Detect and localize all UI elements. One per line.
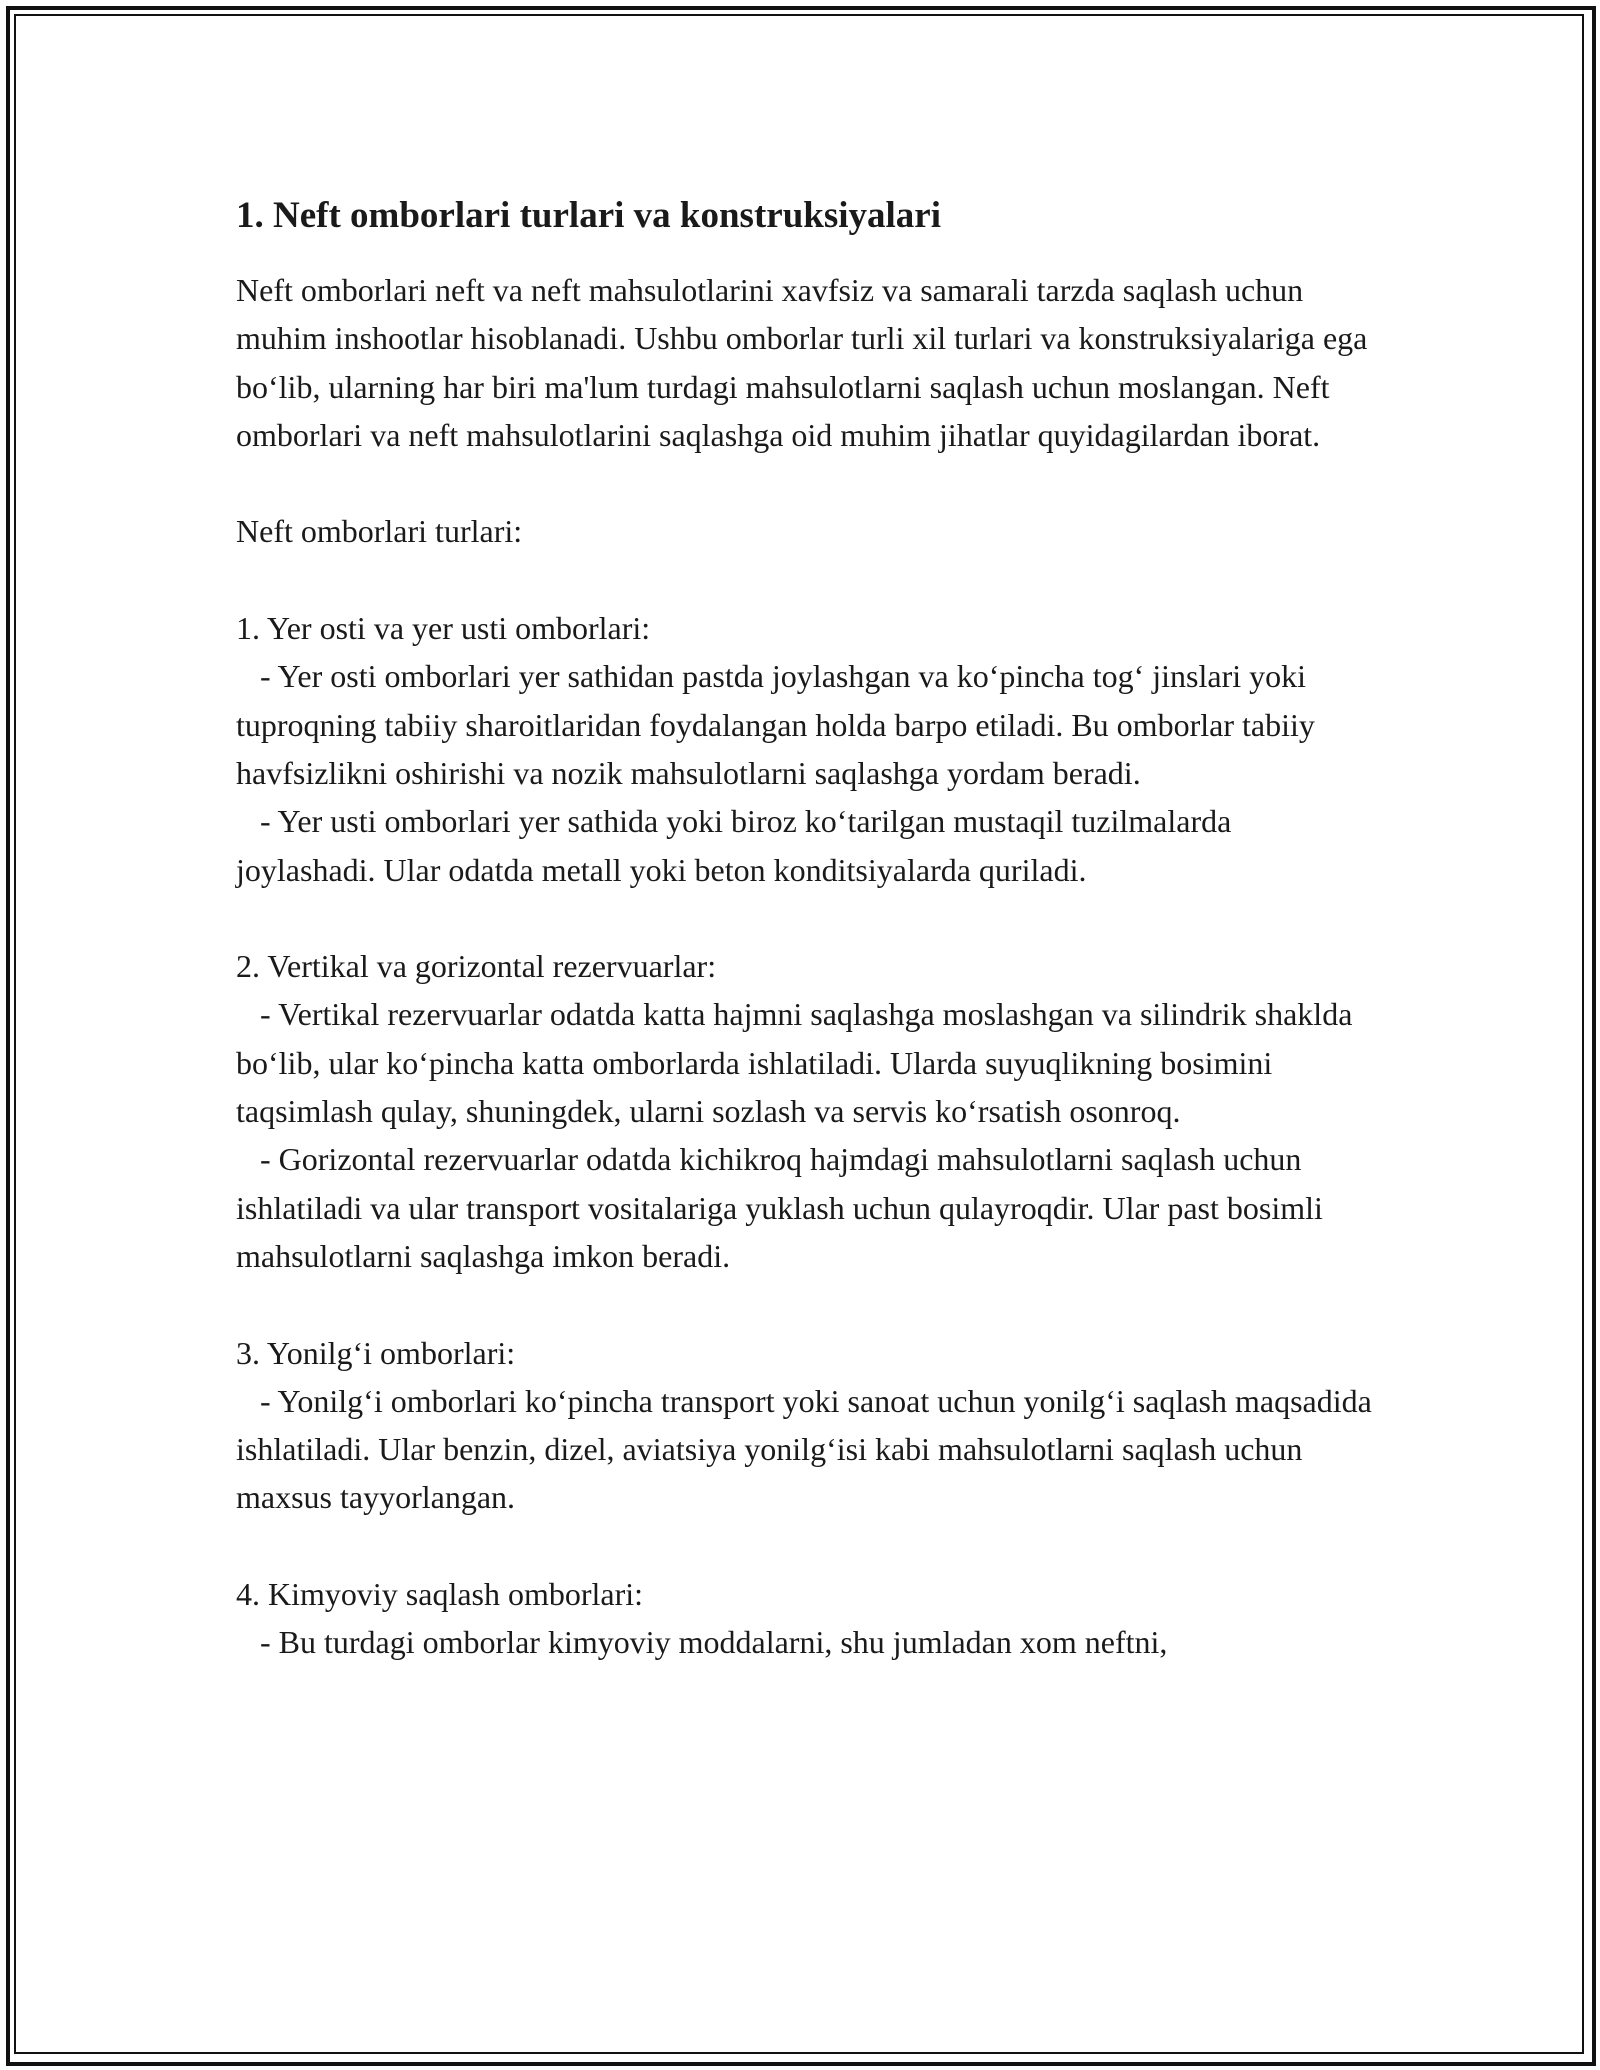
list-item: - Yer usti omborlari yer sathida yoki biroz ko‘tarilgan mustaqil tuzilmalarda joylashadi. Ular odatda metall yoki beton konditsiyalarda quriladi. xyxy=(236,803,1240,888)
document-body xyxy=(236,186,1380,1667)
section-heading: 2. Vertikal va gorizontal rezervuarlar: xyxy=(236,948,717,985)
section-heading: 4. Kimyoviy saqlash omborlari: xyxy=(236,1576,644,1613)
section-heading: 1. Yer osti va yer usti omborlari: xyxy=(236,610,651,647)
section-heading: 3. Yonilg‘i omborlari: xyxy=(236,1334,516,1371)
spacer xyxy=(236,556,1376,604)
types-heading: Neft omborlari turlari: xyxy=(236,513,523,550)
list-item: - Yonilg‘i omborlari ko‘pincha transport yoki sanoat uchun yonilg‘i saqlash maqsadida ishlatiladi. Ular benzin, dizel, aviatsiya yonilg‘isi kabi mahsulotlarni saqlash uchun maxsus tayyorlangan. xyxy=(236,1382,1380,1516)
spacer xyxy=(236,459,1376,507)
spacer xyxy=(236,1280,1376,1328)
list-item: - Bu turdagi omborlar kimyoviy moddalarni, shu jumladan xom neftni, xyxy=(236,1624,1168,1661)
spacer xyxy=(236,1522,1376,1570)
list-item: - Yer osti omborlari yer sathidan pastda joylashgan va ko‘pincha tog‘ jinslari yoki tuproqning tabiiy sharoitlaridan foydalangan holda barpo etiladi. Bu omborlar tabiiy havfsizlikni oshirishi va nozik mahsulotlarni saqlashga yordam beradi. xyxy=(236,658,1323,791)
intro-paragraph: Neft omborlari neft va neft mahsulotlarini xavfsiz va samarali tarzda saqlash uchun muhim inshootlar hisoblanadi. Ushbu omborlar turli xil turlari va konstruksiyalariga ega bo‘lib, ularning har biri ma'lum turdagi mahsulotlarni saqlash uchun moslangan. Neft omborlari va neft mahsulotlarini saqlashga oid muhim jihatlar quyidagilardan iborat. xyxy=(236,272,1376,453)
list-item: - Vertikal rezervuarlar odatda katta hajmni saqlashga moslashgan va silindrik shaklda bo‘lib, ular ko‘pincha katta omborlarda ishlatiladi. Ularda suyuqlikning bosimini taqsimlash qulay, shuningdek, ularni sozlash va servis ko‘rsatish osonroq. xyxy=(236,996,1361,1130)
page-title: 1. Neft omborlari turlari va konstruksiyalari xyxy=(236,195,942,236)
list-item: - Gorizontal rezervuarlar odatda kichikroq hajmdagi mahsulotlarni saqlash uchun ishlatiladi va ular transport vositalariga yuklash uchun qulayroqdir. Ular past bosimli mahsulotlarni saqlashga imkon beradi. xyxy=(236,1141,1331,1274)
spacer xyxy=(236,894,1376,942)
